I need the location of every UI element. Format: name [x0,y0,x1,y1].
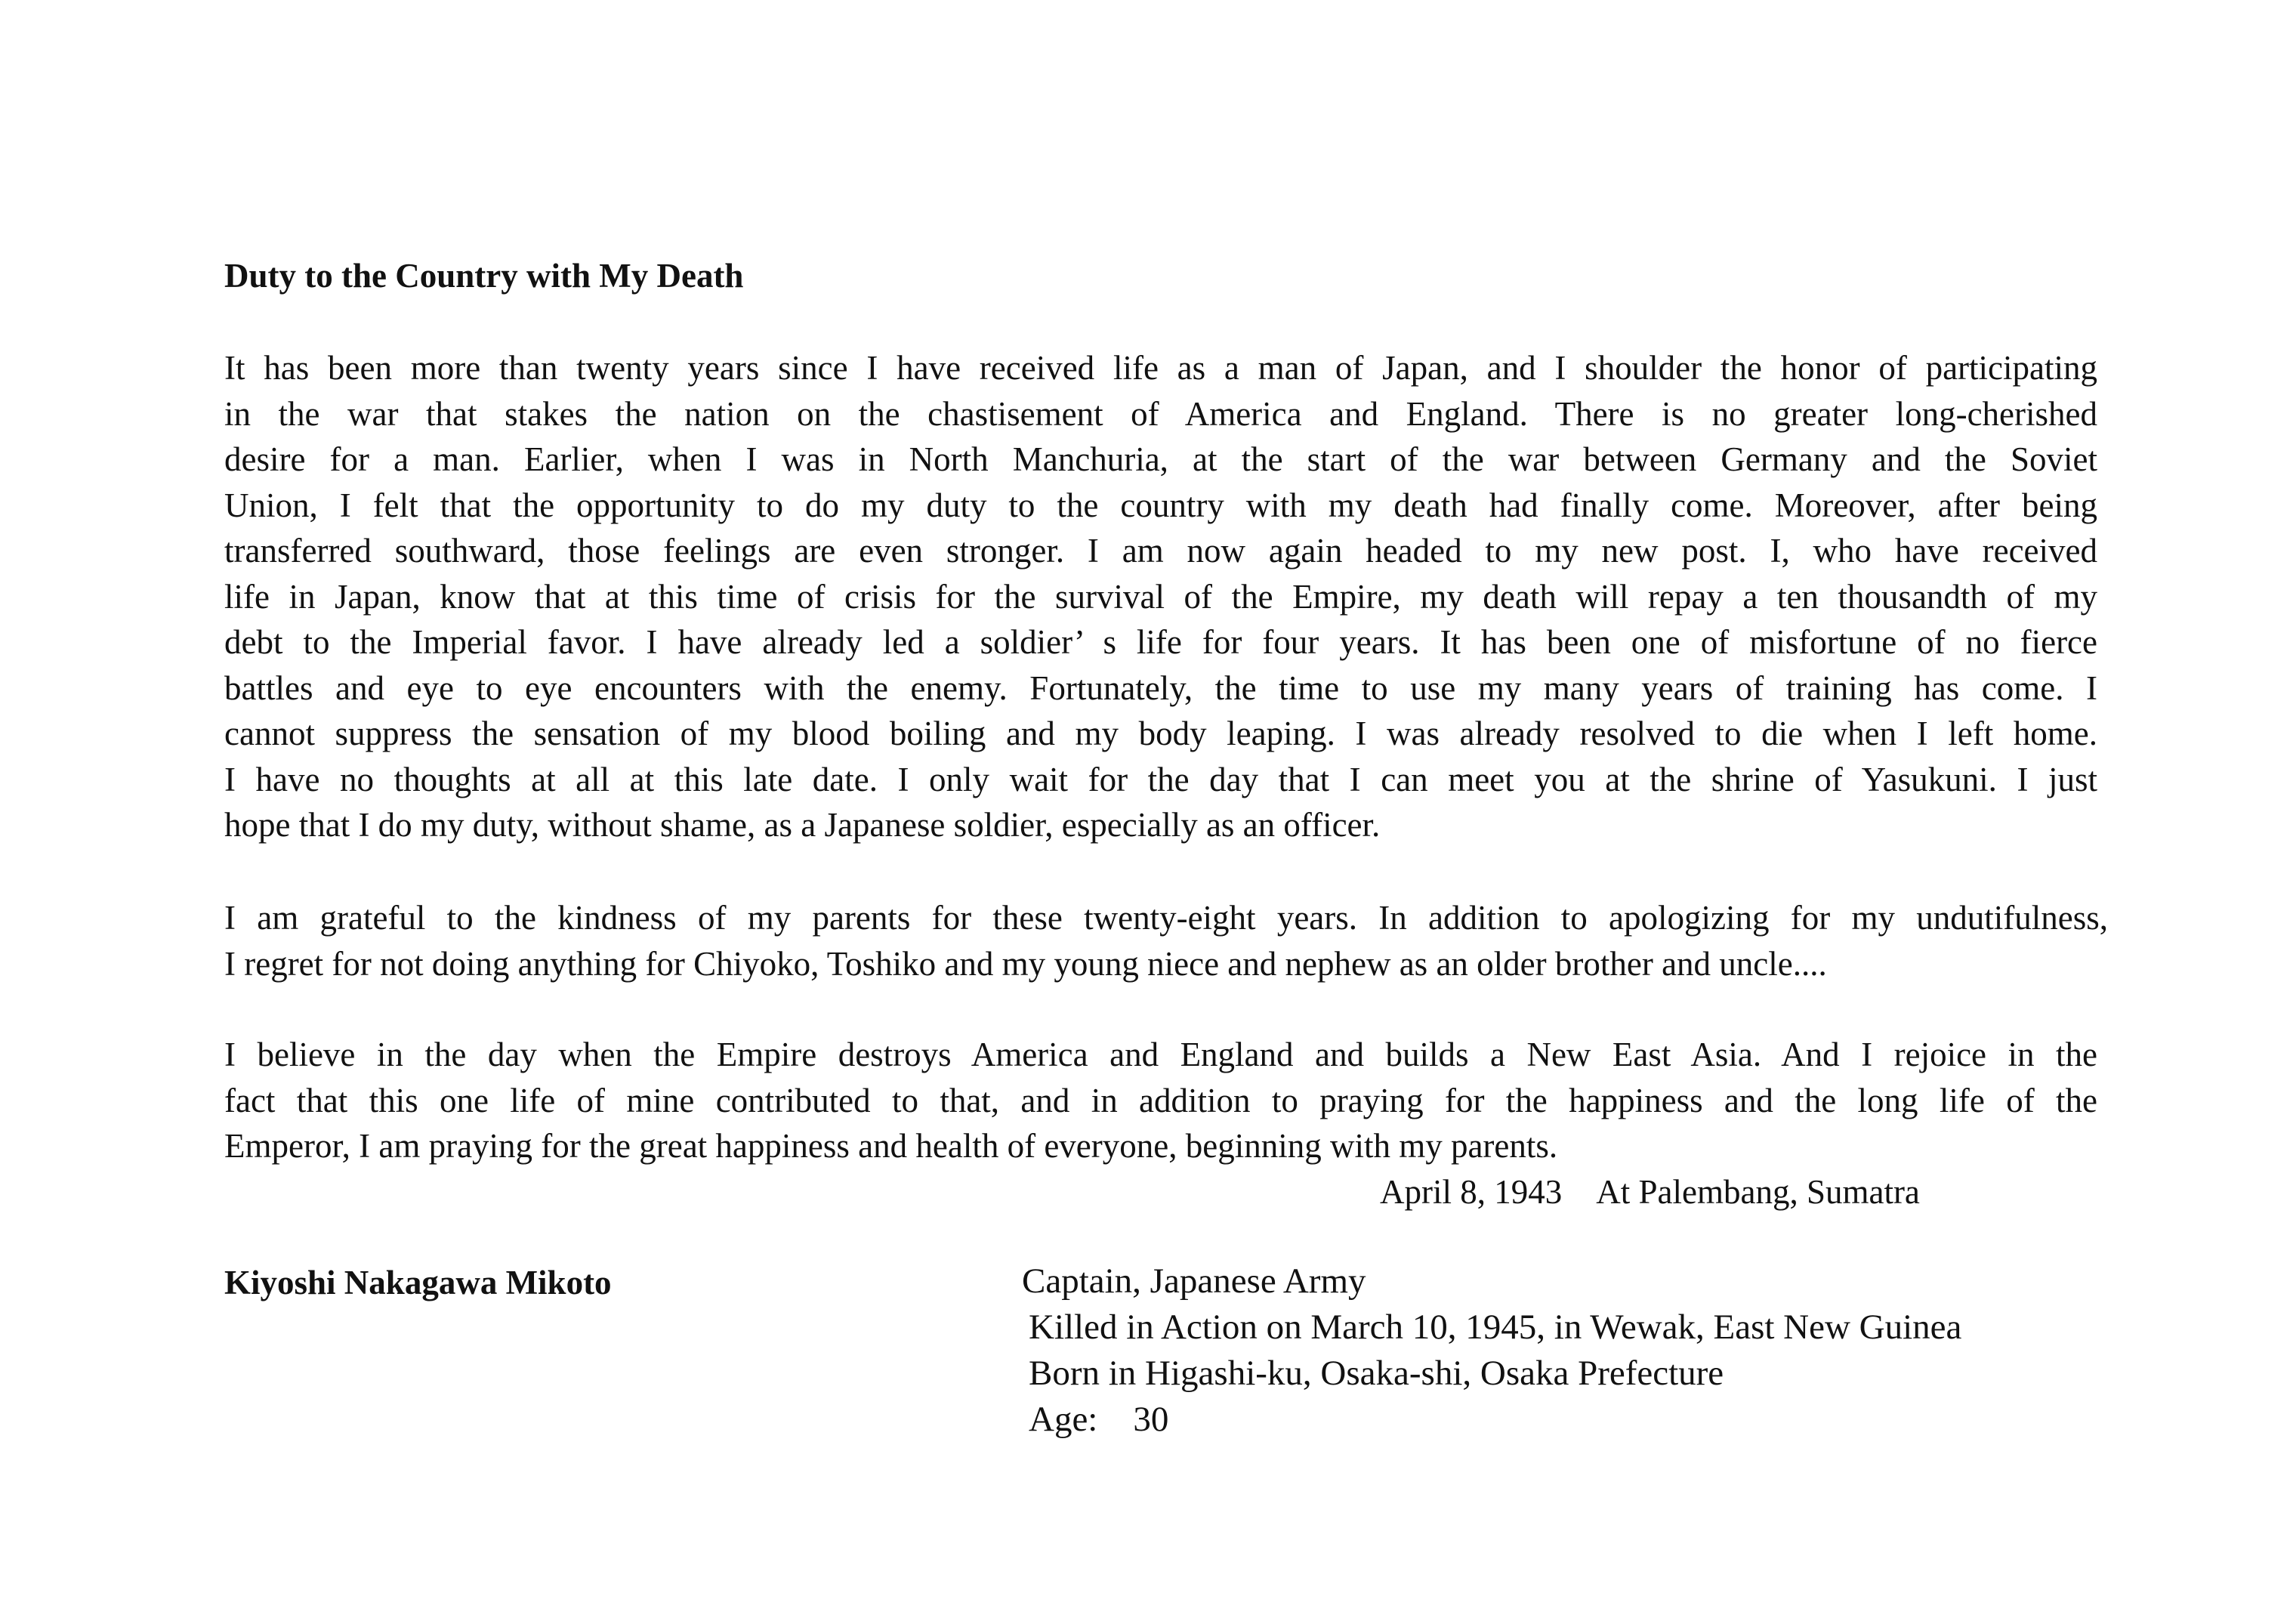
date-place-line: April 8, 1943 At Palembang, Sumatra [1380,1173,1920,1211]
signer-birthplace: Born in Higashi-ku, Osaka-shi, Osaka Prefecture [1029,1354,1724,1393]
paragraph-line: I am grateful to the kindness of my parents for these twenty-eight years. In addition to apologizing for my undutifulness, [224,899,2108,937]
paragraph-line: in the war that stakes the nation on the chastisement of America and England. There is no greater long-cherished [224,394,2097,433]
paragraph-line: desire for a man. Earlier, when I was in North Manchuria, at the start of the war between Germany and the Soviet [224,440,2097,478]
paragraph-parents [224,895,2108,986]
letter-title: Duty to the Country with My Death [224,257,744,295]
paragraph-empire [224,1032,2097,1169]
paragraph-line: Emperor, I am praying for the great happiness and health of everyone, beginning with my parents. [224,1127,1558,1165]
signer-rank: Captain, Japanese Army [1022,1261,1366,1301]
paragraph-line: cannot suppress the sensation of my blood boiling and my body leaping. I was already resolved to die when I left home. [224,715,2097,752]
paragraph-line: fact that this one life of mine contributed to that, and in addition to praying for the happiness and the long life of the [224,1081,2097,1119]
paragraph-line: battles and eye to eye encounters with the enemy. Fortunately, the time to use my many years of training has come. I [224,668,2097,707]
paragraph-line: It has been more than twenty years since I have received life as a man of Japan, and I shoulder the honor of participating [224,349,2097,387]
signer-age: Age: 30 [1029,1400,1169,1439]
signer-details [0,1258,1961,1443]
signer-name: Kiyoshi Nakagawa Mikoto [224,1264,612,1301]
signer-killed-in-action: Killed in Action on March 10, 1945, in Wewak, East New Guinea [1029,1308,1962,1347]
paragraph-line: hope that I do my duty, without shame, as a Japanese soldier, especially as an officer. [224,806,1381,844]
paragraph-line: Union, I felt that the opportunity to do my duty to the country with my death had finally come. Moreover, after being [224,486,2097,524]
paragraph-line: I believe in the day when the Empire destroys America and England and builds a New East Asia. And I rejoice in the [224,1036,2097,1073]
paragraph-line: life in Japan, know that at this time of crisis for the survival of the Empire, my death will repay a ten thousandth of my [224,577,2097,616]
paragraph-line: debt to the Imperial favor. I have already led a soldier’ s life for four years. It has been one of misfortune of no fierce [224,623,2097,661]
paragraph-line: I regret for not doing anything for Chiyoko, Toshiko and my young niece and nephew as an older brother and uncle.... [224,944,1827,983]
paragraph-line: transferred southward, those feelings are even stronger. I am now again headed to my new post. I, who have received [224,532,2097,570]
paragraph-line: I have no thoughts at all at this late date. I only wait for the day that I can meet you at the shrine of Yasukuni. I just [224,760,2097,798]
paragraph-duty [224,345,2097,848]
